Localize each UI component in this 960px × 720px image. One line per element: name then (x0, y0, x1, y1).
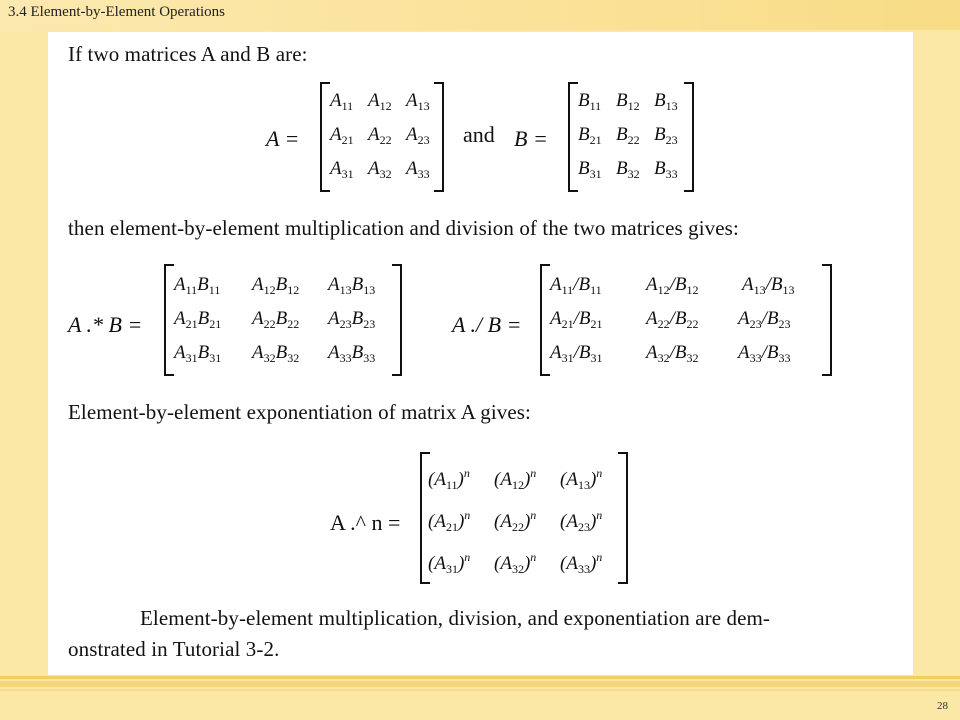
mult-div-text: then element-by-element multiplication and division of the two matrices gives: (68, 216, 739, 240)
matrix-exp: $(A_{11})^n$ $(A_{12})^n$ $(A_{13})^n$ $(A_{21})^n$ $(A_{22})^n$ $(A_{23})^n$ $(A_{31})^n$ $(A_{32})^n$ $(A_{33})^n$ (420, 452, 628, 584)
matrix-b-label: B = (514, 126, 548, 151)
matrix-a-label: A = (266, 126, 300, 151)
page-number: 28 (937, 700, 948, 712)
div-label: A ./ B = (452, 312, 522, 337)
matrix-mult: $A_{11}B_{11}$ $A_{12}B_{12}$ $A_{13}B_{13}$ $A_{21}B_{21}$ $A_{22}B_{22}$ $A_{23}B_{23}$ $A_{31}B_{31}$ $A_{32}B_{32}$ $A_{33}B_{33}$ (164, 264, 402, 376)
exp-text: Element-by-element exponentiation of matrix A gives: (68, 400, 531, 424)
matrix-b: $B_{11}$ $B_{12}$ $B_{13}$ $B_{21}$ $B_{22}$ $B_{23}$ $B_{31}$ $B_{32}$ $B_{33}$ (568, 82, 694, 192)
footer-stripe (0, 676, 960, 679)
and-word: and (463, 122, 495, 147)
mult-label: A .* B = (68, 312, 143, 337)
closing-line-1: Element-by-element multiplication, division, and exponentiation are dem- (140, 606, 771, 630)
closing-line-2: onstrated in Tutorial 3-2. (68, 637, 280, 661)
footer-stripe (0, 689, 960, 691)
exp-label: A .^ n = (330, 510, 401, 535)
slide-title: 3.4 Element-by-Element Operations (8, 4, 226, 20)
footer-stripe (0, 681, 960, 687)
matrix-div: $A_{11}/B_{11}$ $A_{12}/B_{12}$ $A_{13}/B_{13}$ $A_{21}/B_{21}$ $A_{22}/B_{22}$ $A_{23}/B_{23}$ $A_{31}/B_{31}$ $A_{32}/B_{32}$ $A_{33}/B_{33}$ (540, 264, 832, 376)
matrix-a: $A_{11}$ $A_{12}$ $A_{13}$ $A_{21}$ $A_{22}$ $A_{23}$ $A_{31}$ $A_{32}$ $A_{33}$ (320, 82, 444, 192)
intro-text: If two matrices A and B are: (68, 42, 308, 66)
slide-content (48, 32, 913, 675)
